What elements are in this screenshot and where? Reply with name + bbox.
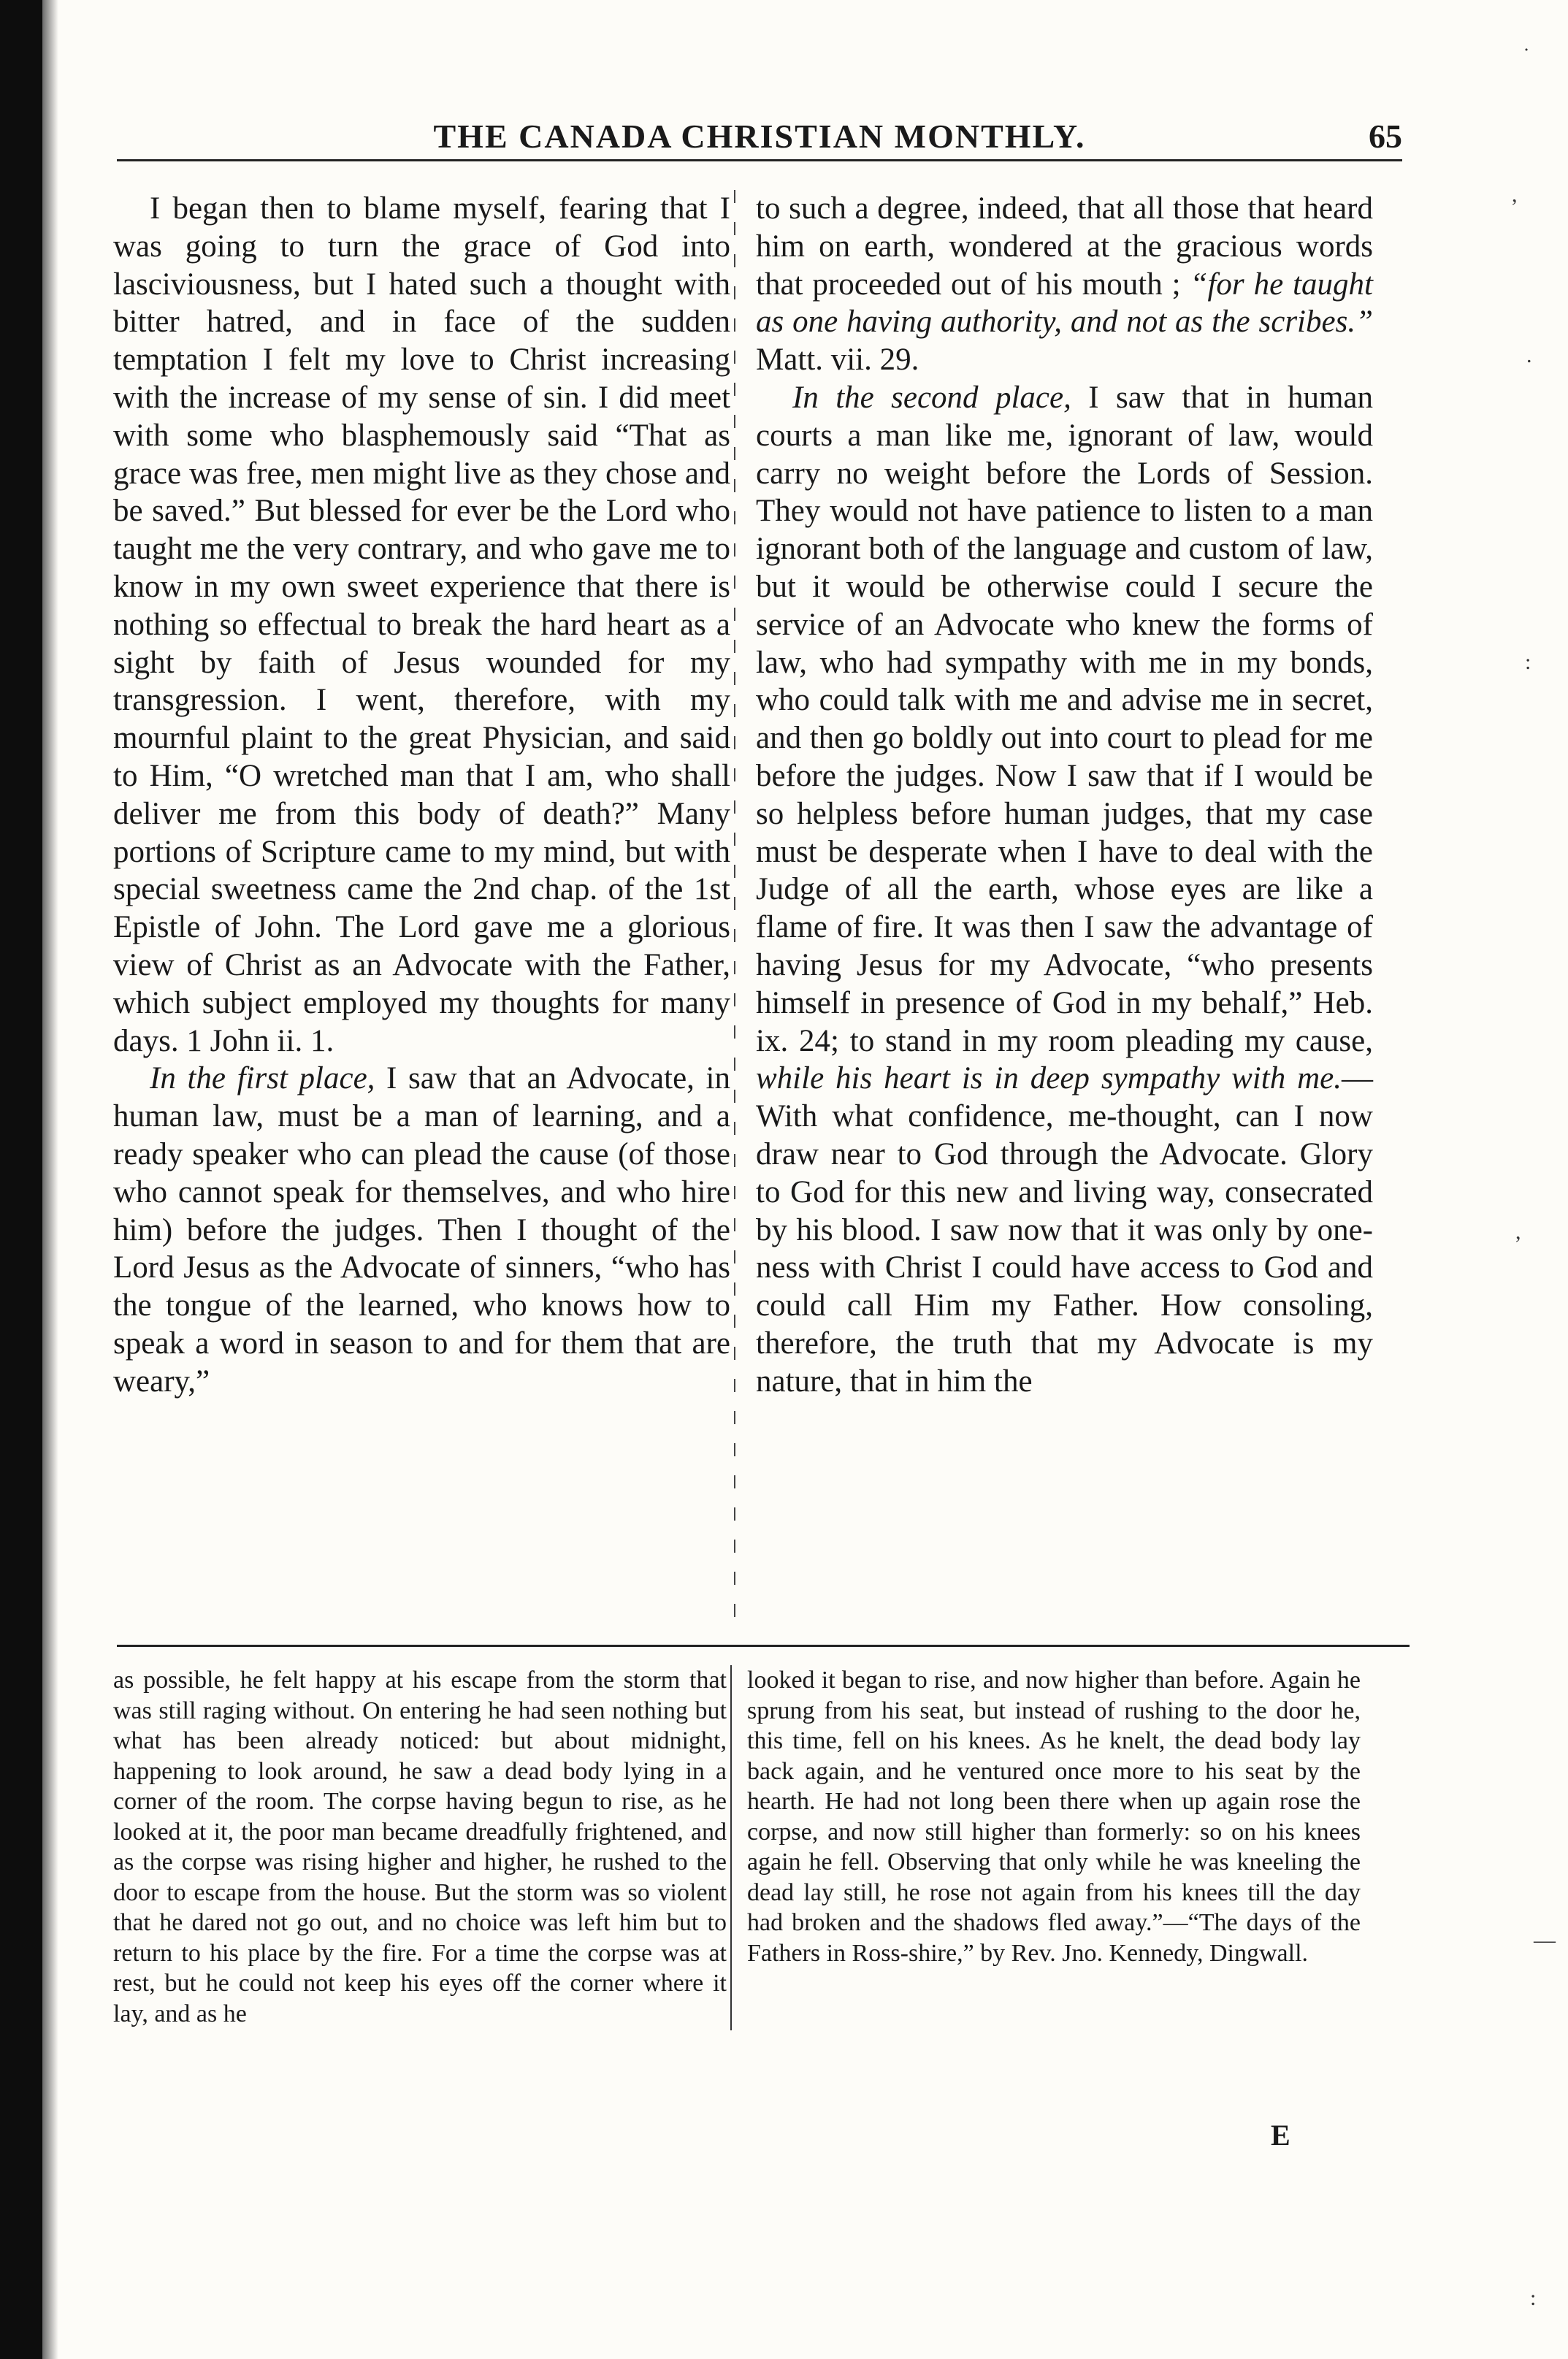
right-paragraph-2-lead: In the second place, <box>792 380 1071 415</box>
signature-mark: E <box>1271 2119 1290 2152</box>
left-paragraph-2 <box>113 1060 730 1400</box>
left-paragraph-2-lead: In the first place, <box>150 1061 375 1096</box>
running-title: THE CANADA CHRISTIAN MONTHLY. <box>433 118 1086 155</box>
footnote-gutter-rule <box>730 1665 732 2030</box>
speck: , <box>1512 183 1518 207</box>
main-text <box>113 190 1406 1629</box>
footnote-left-column <box>113 1665 727 2029</box>
right-paragraph-1 <box>756 190 1373 379</box>
right-paragraph-1-ref: Matt. vii. 29. <box>756 343 919 378</box>
footnote-area <box>113 1665 1406 2030</box>
right-column <box>756 190 1373 1401</box>
speck: , <box>1515 1220 1521 1244</box>
book-spine-shadow <box>0 0 42 2359</box>
right-paragraph-1-quote: “for he taught as one having authority, and not as the scribes.” <box>756 267 1373 340</box>
footnote-left-text: as possible, he felt happy at his escape from the storm that was still raging without. On entering he had seen nothing but what has been already noticed: but about midnight, happening to look around, he saw a dead body lying in a corner of the room. The corpse having begun to rise, as he looked at it, the poor man became dreadfully frightened, and as the corpse was rising higher and higher, he rushed to the door to escape from the house. But the storm was so violent that he dared not go out, and no choice was left him but to return to his place by the fire. For a time the corpse was at rest, but he could not keep his eyes off the corner where it lay, and as he <box>113 1667 727 2027</box>
speck: — <box>1534 1928 1556 1952</box>
speck: : <box>1530 2286 1537 2310</box>
left-column <box>113 190 730 1401</box>
speck: . <box>1526 343 1532 367</box>
left-paragraph-1: I began then to blame myself, fearing that I was going to turn the grace of God into lasciviousness, but I hated such a thought with bitter hatred, and in face of the sudden temptation I felt my love to Christ increasing with the increase of my sense of sin. I did meet with some who blasphemously said “That as grace was free, men might live as they chose and be saved.” But blessed for ever be the Lord who taught me the very contrary, and who gave me to know in my own sweet experience that there is nothing so effectual to break the hard heart as a sight by faith of Jesus wounded for my transgression. I went, therefore, with my mournful plaint to the great Physician, and said to Him, “O wretched man that I am, who shall deliver me from this body of death?” Many portions of Scripture came to my mind, but with special sweetness came the 2nd chap. of the 1st Epistle of John. The Lord gave me a glorious view of Christ as an Advocate with the Father, which subject employed my thoughts for many days. 1 John ii. 1. <box>113 191 730 1058</box>
right-paragraph-2-italic: while his heart is in deep sympathy with me. <box>756 1061 1342 1096</box>
column-gutter-rule <box>734 190 735 1621</box>
right-paragraph-2-a: I saw that in human courts a man like me, ignorant of law, would carry no weight before the Lords of Session. They would not have patience to listen to a man ignorant both of the language and custom of law, but it would be otherwise could I secure the service of an Advocate who knew the forms of law, who had sympathy with me in my bonds, who could talk with me and advise me in secret, and then go boldly out into court to plead for me before the judges. Now I saw that if I would be so helpless before human judges, that my case must be desperate when I have to deal with the Judge of all the earth, whose eyes are like a flame of fire. It was then I saw the advantage of having Jesus for my Advocate, “who presents himself in presence of God in my behalf,” Heb. ix. 24; to stand in my room pleading my cause, <box>756 380 1374 1058</box>
page-header <box>117 117 1402 168</box>
speck: ˙ <box>1523 44 1530 68</box>
right-paragraph-2 <box>756 379 1373 1401</box>
left-paragraph-2-rest: I saw that an Advocate, in human law, must be a man of learning, and a ready speaker who can plead the cause (of those who cannot speak for themselves, and who hire him) before the judges. Then I thought of the Lord Jesus as the Advocate of sinners, “who has the tongue of the learned, who knows how to speak a word in season to and for them that are weary,” <box>113 1061 730 1399</box>
book-spine-gradient <box>42 0 58 2359</box>
right-paragraph-1-start: to such a degree, indeed, that all those that heard him on earth, wondered at the gracious words that proceeded out of his mouth ; <box>756 191 1373 302</box>
header-rule <box>117 159 1402 161</box>
page-number: 65 <box>1369 118 1402 155</box>
right-paragraph-2-b: —With what confidence, me-thought, can I now draw near to God through the Advocate. Glory to God for this new and living way, consecrated by his blood. I saw now that it was only by one-ness with Christ I could have access to God and could call Him my Father. How consoling, therefore, the truth that my Advocate is my nature, that in him the <box>756 1061 1373 1399</box>
footnote-right-text: looked it began to rise, and now higher than before. Again he sprung from his seat, but instead of rushing to the door he, this time, fell on his knees. As he knelt, the dead body lay back again, and he ventured once more to his seat by the hearth. He had not long been there when up again rose the corpse, and now still higher than formerly: so on his knees again he fell. Observing that only while he was kneeling the dead lay still, he rose not again from his knees till the day had broken and the shadows fled away.”—“The days of the Fathers in Ross-shire,” by Rev. Jno. Kennedy, Dingwall. <box>747 1667 1361 1967</box>
speck: : <box>1525 650 1531 674</box>
footnote-divider <box>117 1645 1410 1647</box>
footnote-right-column <box>747 1665 1361 1968</box>
